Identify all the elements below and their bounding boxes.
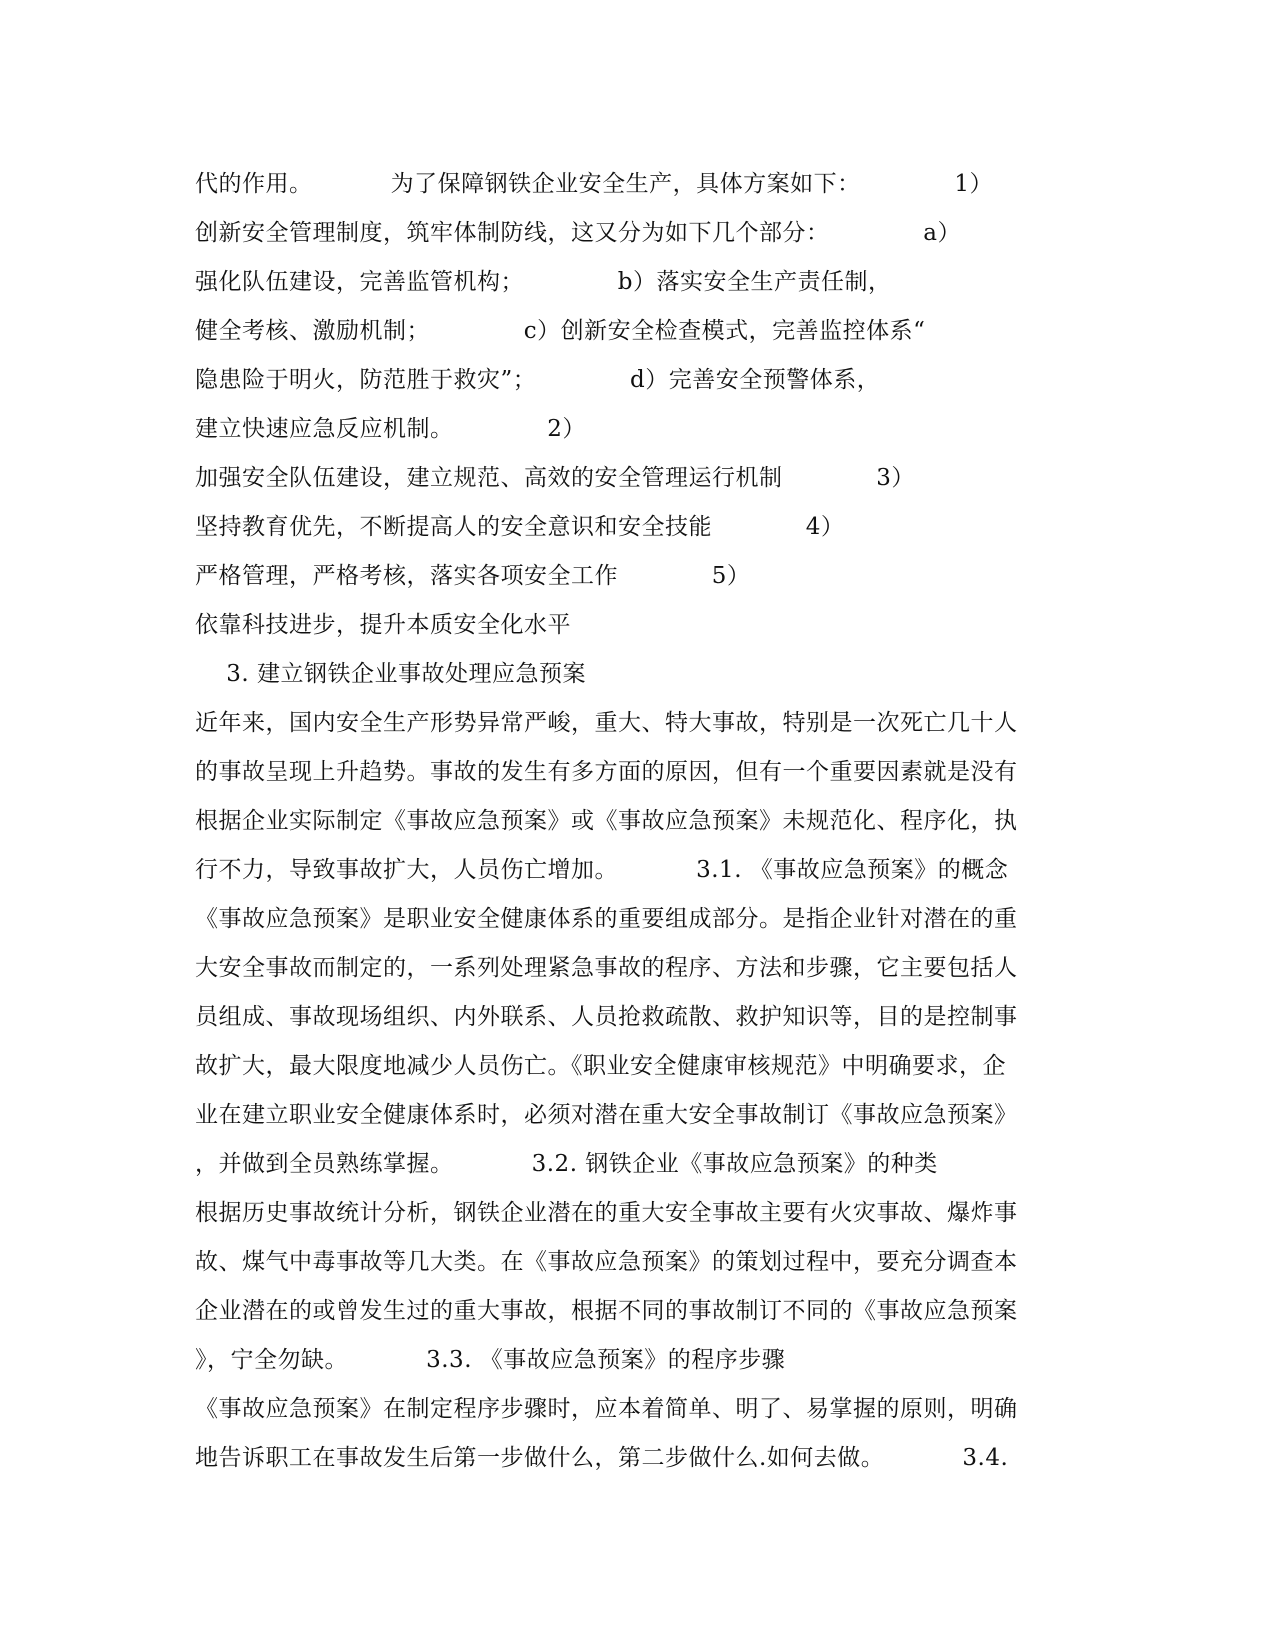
text-line: 地告诉职工在事故发生后第一步做什么，第二步做什么.如何去做。 3.4. bbox=[195, 1445, 1009, 1471]
text-line: 严格管理，严格考核，落实各项安全工作 5） bbox=[195, 563, 751, 589]
text-line: 员组成、事故现场组织、内外联系、人员抢救疏散、救护知识等，目的是控制事 bbox=[195, 1004, 1018, 1030]
text-line: 建立快速应急反应机制。 2） bbox=[195, 416, 586, 442]
text-line: 故扩大，最大限度地减少人员伤亡。《职业安全健康审核规范》中明确要求，企 bbox=[195, 1053, 1006, 1079]
text-line: 企业潜在的或曾发生过的重大事故，根据不同的事故制订不同的《事故应急预案 bbox=[195, 1298, 1018, 1324]
text-line: 业在建立职业安全健康体系时，必须对潜在重大安全事故制订《事故应急预案》 bbox=[195, 1102, 1018, 1128]
text-line: ，并做到全员熟练掌握。 3.2. 钢铁企业《事故应急预案》的种类 bbox=[195, 1151, 938, 1177]
text-line: 行不力，导致事故扩大，人员伤亡增加。 3.1. 《事故应急预案》的概念 bbox=[195, 857, 1009, 883]
text-line: 强化队伍建设，完善监管机构； b）落实安全生产责任制， bbox=[195, 269, 892, 295]
text-line: 隐患险于明火，防范胜于救灾”； d）完善安全预警体系， bbox=[195, 367, 881, 393]
text-line: 代的作用。 为了保障钢铁企业安全生产，具体方案如下： 1） bbox=[195, 171, 993, 197]
text-line: 《事故应急预案》在制定程序步骤时，应本着简单、明了、易掌握的原则，明确 bbox=[195, 1396, 1018, 1422]
section-heading: 3. 建立钢铁企业事故处理应急预案 bbox=[195, 661, 586, 687]
text-line: 的事故呈现上升趋势。事故的发生有多方面的原因，但有一个重要因素就是没有 bbox=[195, 759, 1018, 785]
text-line: 根据企业实际制定《事故应急预案》或《事故应急预案》未规范化、程序化，执 bbox=[195, 808, 1018, 834]
text-line: 健全考核、激励机制； c）创新安全检查模式，完善监控体系“ bbox=[195, 318, 926, 344]
text-line: 坚持教育优先，不断提高人的安全意识和安全技能 4） bbox=[195, 514, 845, 540]
text-line: 加强安全队伍建设，建立规范、高效的安全管理运行机制 3） bbox=[195, 465, 915, 491]
text-line: 》，宁全勿缺。 3.3. 《事故应急预案》的程序步骤 bbox=[195, 1347, 786, 1373]
text-line: 故、煤气中毒事故等几大类。在《事故应急预案》的策划过程中，要充分调查本 bbox=[195, 1249, 1018, 1275]
text-line: 创新安全管理制度，筑牢体制防线，这又分为如下几个部分： a） bbox=[195, 220, 961, 246]
text-line: 《事故应急预案》是职业安全健康体系的重要组成部分。是指企业针对潜在的重 bbox=[195, 906, 1018, 932]
body-text bbox=[195, 160, 1075, 1483]
text-line: 根据历史事故统计分析，钢铁企业潜在的重大安全事故主要有火灾事故、爆炸事 bbox=[195, 1200, 1018, 1226]
text-line: 近年来，国内安全生产形势异常严峻，重大、特大事故，特别是一次死亡几十人 bbox=[195, 710, 1018, 736]
text-line: 大安全事故而制定的，一系列处理紧急事故的程序、方法和步骤，它主要包括人 bbox=[195, 955, 1018, 981]
text-line: 依靠科技进步，提升本质安全化水平 bbox=[195, 612, 571, 638]
